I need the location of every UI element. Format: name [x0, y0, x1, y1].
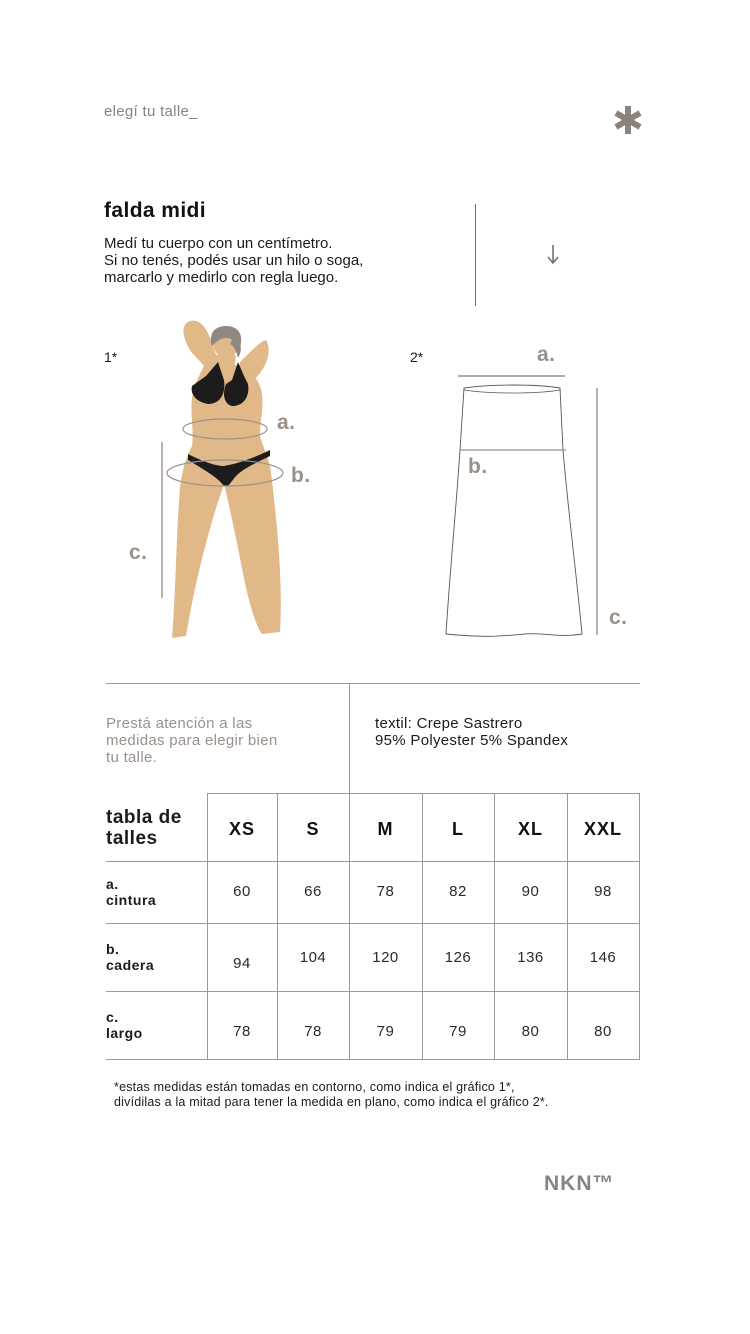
- skirt-length-label: c.: [609, 606, 628, 629]
- table-rule: [639, 793, 640, 1060]
- divider-info: [349, 683, 350, 793]
- intro-line: Si no tenés, podés usar un hilo o soga,: [104, 252, 364, 269]
- fabric-line: 95% Polyester 5% Spandex: [375, 732, 569, 749]
- footnote-line: divídilas a la mitad para tener la medida en plano, como indica el gráfico 2*.: [114, 1095, 549, 1109]
- fabric-info: [375, 715, 568, 749]
- table-cell: 136: [517, 948, 544, 966]
- row-label-line: cadera: [106, 957, 155, 973]
- row-label-line: largo: [106, 1025, 143, 1041]
- notice-line: medidas para elegir bien: [106, 732, 278, 749]
- divider-top: [106, 683, 640, 684]
- size-header-m: M: [377, 818, 394, 839]
- divider-vertical: [475, 204, 476, 306]
- table-cell: 120: [372, 948, 399, 966]
- size-table: [106, 793, 640, 1060]
- page-title: falda midi: [104, 199, 207, 222]
- row-label-largo: [106, 991, 207, 1059]
- skirt-waist-label: a.: [537, 343, 556, 366]
- skirt-illustration: [440, 370, 610, 645]
- size-header-xs: XS: [228, 818, 255, 839]
- size-header-xxl: XXL: [583, 818, 622, 839]
- fabric-line: textil: Crepe Sastrero: [375, 715, 523, 732]
- arrow-down-icon: [538, 243, 568, 271]
- intro-line: marcarlo y medirlo con regla luego.: [104, 269, 339, 286]
- skirt-hip-label: b.: [468, 455, 488, 478]
- row-label-line: cintura: [106, 892, 157, 908]
- table-cell: 78: [376, 882, 395, 900]
- size-header-s: S: [306, 818, 320, 839]
- size-header-l: L: [452, 818, 464, 839]
- table-cell: 78: [233, 1022, 251, 1040]
- row-label-cintura: [106, 861, 207, 923]
- table-cell: 104: [299, 948, 327, 966]
- table-cell: 66: [304, 882, 322, 900]
- brand-logo: NKN™: [544, 1172, 615, 1195]
- table-cell: 98: [594, 882, 612, 900]
- table-cell: 78: [304, 1022, 322, 1040]
- row-label-line: c.: [106, 1009, 119, 1025]
- table-title-line: talles: [106, 828, 158, 849]
- table-title-line: tabla de: [106, 807, 182, 828]
- footnote-line: *estas medidas están tomadas en contorno, como indica el gráfico 1*,: [114, 1080, 515, 1094]
- notice-line: Prestá atención a las: [106, 715, 253, 732]
- table-title: [106, 793, 207, 861]
- body-waist-label: a.: [277, 411, 296, 434]
- figure-1-label: 1*: [104, 349, 118, 365]
- footnote: [114, 1080, 549, 1110]
- row-label-line: a.: [106, 876, 119, 892]
- figure-2-label: 2*: [410, 349, 424, 365]
- intro-text: [104, 235, 454, 286]
- row-label-line: b.: [106, 941, 120, 957]
- table-cell: 126: [444, 948, 472, 966]
- table-cell: 94: [233, 954, 251, 972]
- intro-line: Medí tu cuerpo con un centímetro.: [104, 235, 333, 252]
- table-cell: 82: [449, 882, 467, 900]
- table-cell: 79: [449, 1022, 467, 1040]
- table-cell: 146: [589, 948, 617, 966]
- notice-line: tu talle.: [106, 749, 158, 766]
- table-cell: 79: [376, 1022, 395, 1040]
- body-length-label: c.: [129, 541, 148, 564]
- table-cell: 80: [594, 1022, 612, 1040]
- notice-text: [106, 715, 336, 766]
- table-cell: 90: [521, 882, 540, 900]
- row-label-cadera: [106, 923, 207, 991]
- breadcrumb: elegí tu talle_: [104, 103, 198, 120]
- table-cell: 60: [233, 882, 251, 900]
- asterisk-icon: [612, 88, 644, 128]
- size-header-xl: XL: [517, 818, 543, 839]
- body-hip-label: b.: [291, 464, 311, 487]
- table-cell: 80: [521, 1022, 540, 1040]
